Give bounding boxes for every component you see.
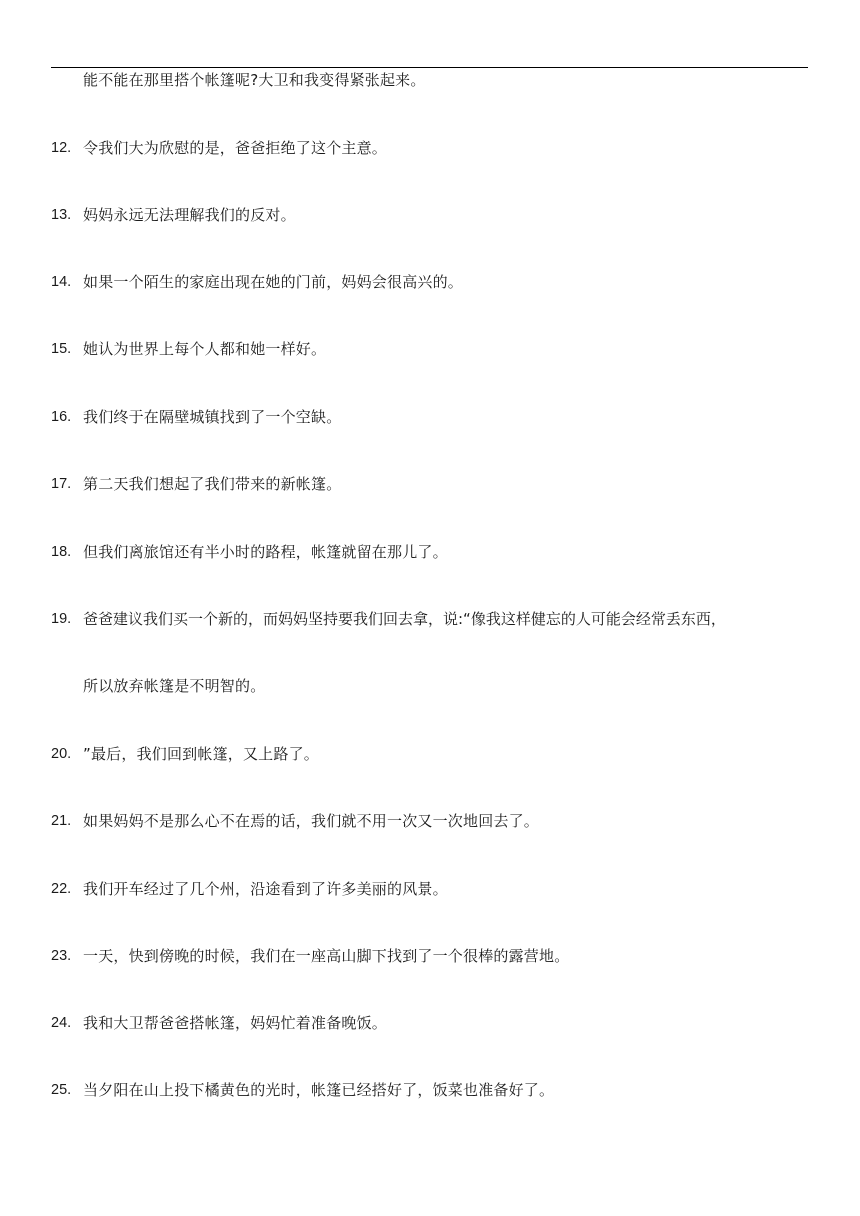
item-text: 爸爸建议我们买一个新的，而妈妈坚持要我们回去拿，说:“像我这样健忘的人可能会经常丢东西，: [83, 610, 726, 628]
text-line: [0, 203, 860, 227]
text-line: [0, 68, 860, 92]
item-number: 16.: [51, 409, 72, 425]
item-text: 一天，快到傍晚的时候，我们在一座高山脚下找到了一个很棒的露营地。: [83, 947, 570, 965]
text-line: [0, 405, 860, 429]
item-text: 如果妈妈不是那么心不在焉的话，我们就不用一次又一次地回去了。: [83, 812, 540, 830]
item-text: 第二天我们想起了我们带来的新帐篷。: [83, 475, 342, 493]
item-text: 妈妈永远无法理解我们的反对。: [83, 206, 296, 224]
item-text: 但我们离旅馆还有半小时的路程，帐篷就留在那儿了。: [83, 543, 448, 561]
text-line: [0, 877, 860, 901]
item-number: 23.: [51, 948, 72, 964]
item-number: 15.: [51, 341, 72, 357]
text-line: [0, 337, 860, 361]
item-text: 如果一个陌生的家庭出现在她的门前，妈妈会很高兴的。: [83, 273, 464, 291]
item-text: 我们终于在隔壁城镇找到了一个空缺。: [83, 408, 342, 426]
text-line: [0, 674, 860, 698]
item-text: 所以放弃帐篷是不明智的。: [83, 677, 266, 695]
text-line: [0, 1078, 860, 1102]
item-text: 能不能在那里搭个帐篷呢?大卫和我变得紧张起来。: [83, 71, 426, 89]
item-number: 14.: [51, 274, 72, 290]
item-number: 12.: [51, 140, 72, 156]
text-line: [0, 809, 860, 833]
text-line: [0, 540, 860, 564]
text-line: [0, 742, 860, 766]
item-number: 25.: [51, 1082, 72, 1098]
item-number: 20.: [51, 746, 72, 762]
item-number: 22.: [51, 881, 72, 897]
item-text: ”最后，我们回到帐篷，又上路了。: [83, 745, 319, 763]
item-number: 19.: [51, 611, 72, 627]
text-line: [0, 472, 860, 496]
text-line: [0, 270, 860, 294]
item-text: 令我们大为欣慰的是，爸爸拒绝了这个主意。: [83, 139, 388, 157]
item-number: 18.: [51, 544, 72, 560]
item-text: 我们开车经过了几个州，沿途看到了许多美丽的风景。: [83, 880, 448, 898]
item-number: 24.: [51, 1015, 72, 1031]
text-line: [0, 1011, 860, 1035]
item-number: 17.: [51, 476, 72, 492]
text-line: [0, 944, 860, 968]
item-text: 当夕阳在山上投下橘黄色的光时，帐篷已经搭好了，饭菜也准备好了。: [83, 1081, 555, 1099]
text-line: [0, 607, 860, 631]
item-text: 我和大卫帮爸爸搭帐篷，妈妈忙着准备晚饭。: [83, 1014, 388, 1032]
item-number: 13.: [51, 207, 72, 223]
text-line: [0, 136, 860, 160]
item-text: 她认为世界上每个人都和她一样好。: [83, 340, 327, 358]
item-number: 21.: [51, 813, 72, 829]
